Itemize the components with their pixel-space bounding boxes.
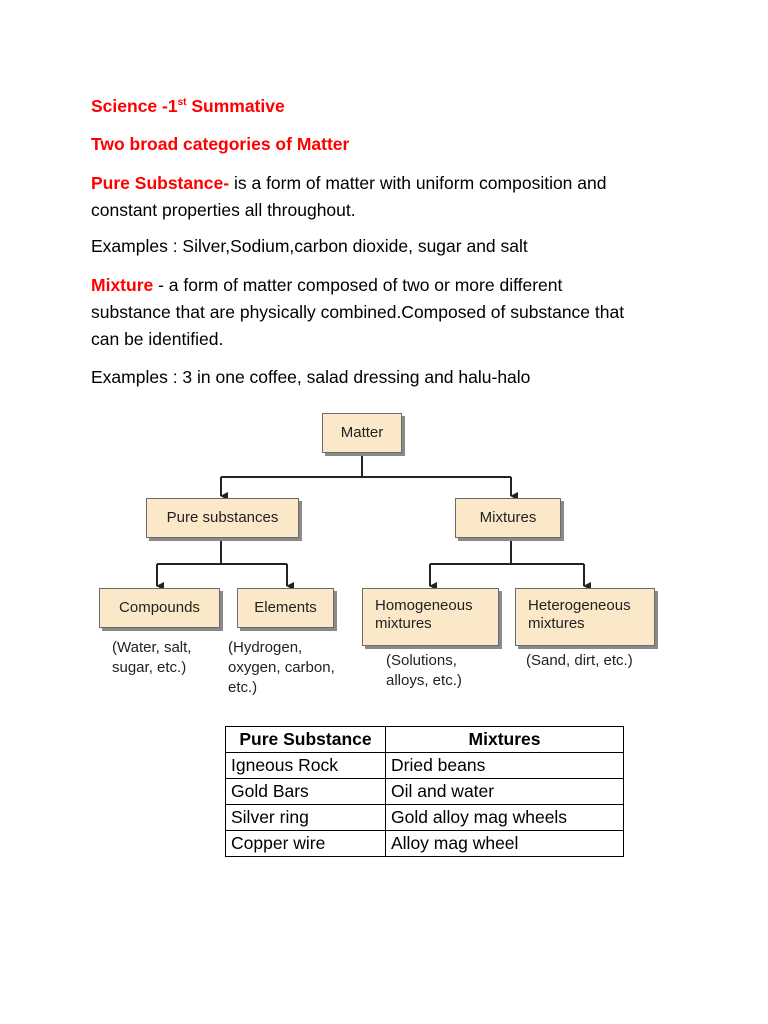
pure-def-text1: is a form of matter with uniform composition and bbox=[229, 173, 607, 193]
table-cell-pure: Copper wire bbox=[226, 831, 386, 857]
node-homogeneous-label bbox=[375, 597, 498, 633]
node-mixtures bbox=[455, 498, 561, 538]
node-homogeneous-mixtures bbox=[362, 588, 499, 646]
node-heterogeneous-label bbox=[528, 597, 654, 633]
table-row bbox=[226, 753, 624, 779]
table-cell-pure: Igneous Rock bbox=[226, 753, 386, 779]
mixture-definition-line3: can be identified. bbox=[91, 329, 224, 349]
pure-definition-line1 bbox=[91, 170, 606, 197]
table-header-mixtures: Mixtures bbox=[386, 727, 624, 753]
title-prefix: Science -1 bbox=[91, 96, 178, 116]
comparison-table bbox=[225, 726, 624, 857]
node-heterogeneous-line1: Heterogeneous bbox=[528, 597, 631, 614]
table-cell-mixture: Dried beans bbox=[386, 753, 624, 779]
table-row bbox=[226, 831, 624, 857]
pure-definition-line2: constant properties all throughout. bbox=[91, 200, 356, 220]
document-title bbox=[91, 93, 285, 120]
node-matter-label: Matter bbox=[340, 424, 384, 441]
mixture-definition-line2: substance that are physically combined.Composed of substance that bbox=[91, 302, 625, 322]
pure-term: Pure Substance- bbox=[91, 173, 230, 193]
node-matter bbox=[322, 413, 402, 453]
table-header-row bbox=[226, 727, 624, 753]
mixture-def-text1: - a form of matter composed of two or more different bbox=[153, 275, 563, 295]
mixture-term: Mixture bbox=[91, 275, 154, 295]
node-homogeneous-line2: mixtures bbox=[375, 615, 432, 632]
title-superscript: st bbox=[177, 97, 187, 108]
homogeneous-examples-note: (Solutions, alloys, etc.) bbox=[386, 652, 462, 689]
heterogeneous-examples-note: (Sand, dirt, etc.) bbox=[526, 652, 633, 669]
table-header-pure: Pure Substance bbox=[226, 727, 386, 753]
table-row bbox=[226, 805, 624, 831]
table-cell-mixture: Alloy mag wheel bbox=[386, 831, 624, 857]
compounds-examples-note: (Water, salt, sugar, etc.) bbox=[112, 639, 192, 676]
node-pure-substances bbox=[146, 498, 299, 538]
node-elements-label: Elements bbox=[254, 599, 317, 616]
pure-examples: Examples : Silver,Sodium,carbon dioxide, sugar and salt bbox=[91, 236, 528, 256]
table-cell-mixture: Gold alloy mag wheels bbox=[386, 805, 624, 831]
mixture-definition-line1 bbox=[91, 272, 562, 299]
table-row bbox=[226, 779, 624, 805]
node-mixtures-label: Mixtures bbox=[479, 509, 537, 526]
node-compounds bbox=[99, 588, 220, 628]
table-cell-mixture: Oil and water bbox=[386, 779, 624, 805]
node-compounds-label: Compounds bbox=[119, 599, 200, 616]
node-heterogeneous-line2: mixtures bbox=[528, 615, 585, 632]
title-suffix: Summative bbox=[186, 96, 285, 116]
table-cell-pure: Gold Bars bbox=[226, 779, 386, 805]
node-elements bbox=[237, 588, 334, 628]
section-heading: Two broad categories of Matter bbox=[91, 134, 350, 154]
mixture-examples: Examples : 3 in one coffee, salad dressing and halu-halo bbox=[91, 367, 531, 387]
elements-examples-note: (Hydrogen, oxygen, carbon, etc.) bbox=[228, 639, 335, 696]
table-cell-pure: Silver ring bbox=[226, 805, 386, 831]
node-pure-substances-label: Pure substances bbox=[166, 509, 279, 526]
node-homogeneous-line1: Homogeneous bbox=[375, 597, 473, 614]
node-heterogeneous-mixtures bbox=[515, 588, 655, 646]
